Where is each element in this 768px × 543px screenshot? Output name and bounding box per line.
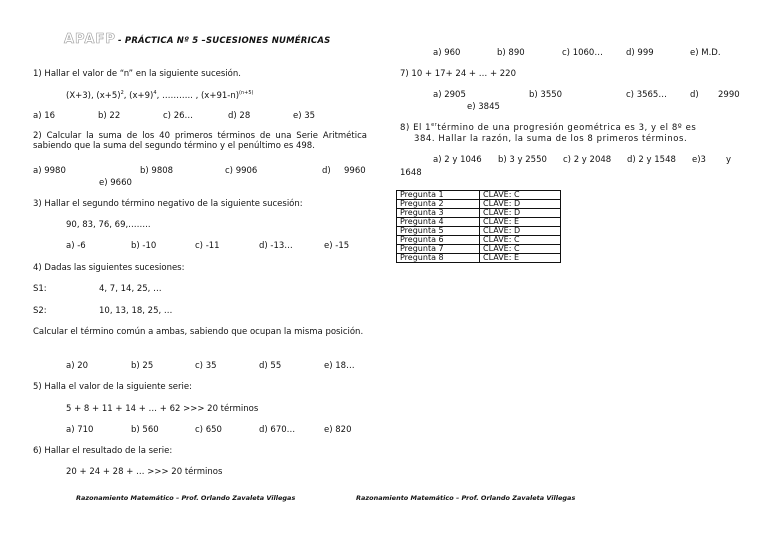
- q8-text: 8) El 1: [400, 123, 432, 133]
- option: d) 28: [228, 111, 251, 121]
- question-3-options: [66, 241, 349, 251]
- option: d) 999: [626, 48, 654, 58]
- question-1-options: [33, 111, 315, 121]
- option: b) 25: [131, 361, 154, 371]
- question-8-line2: 384. Hallar la razón, la suma de los 8 primeros términos.: [414, 134, 688, 144]
- question-3: 3) Hallar el segundo término negativo de la siguiente sucesión:: [33, 199, 303, 209]
- question-cell: Pregunta 2: [397, 200, 480, 209]
- option: e) M.D.: [690, 48, 721, 58]
- question-6-series: 20 + 24 + 28 + … >>> 20 términos: [66, 467, 223, 477]
- option: a) 9980: [33, 166, 66, 176]
- seq-part: (X+3), (x+5): [66, 91, 121, 101]
- option: e) 18…: [324, 361, 355, 371]
- seq-exponent: 2: [120, 90, 124, 96]
- option: b) -10: [131, 241, 157, 251]
- option: e) -15: [324, 241, 350, 251]
- key-cell: CLAVE: E: [480, 218, 561, 227]
- question-1-sequence: [66, 90, 254, 101]
- option: c) 1060…: [562, 48, 603, 58]
- option: d): [690, 90, 699, 100]
- option: a) 20: [66, 361, 89, 371]
- option: d) 55: [259, 361, 282, 371]
- question-2-option-e: e) 9660: [99, 178, 132, 188]
- answer-key-table: [396, 190, 561, 263]
- footer-left: Razonamiento Matemático – Prof. Orlando Zavaleta Villegas: [76, 494, 296, 502]
- key-cell: CLAVE: D: [480, 200, 561, 209]
- option: c) 35: [195, 361, 217, 371]
- s2-values: 10, 13, 18, 25, …: [99, 306, 173, 316]
- option: a) 2905: [433, 90, 466, 100]
- option: a) -6: [66, 241, 86, 251]
- logo: APAFP: [64, 32, 116, 47]
- footer-right: Razonamiento Matemático – Prof. Orlando Zavaleta Villegas: [356, 494, 576, 502]
- option: d) 670…: [259, 425, 296, 435]
- option: a) 16: [33, 111, 56, 121]
- option: e) 820: [324, 425, 352, 435]
- option: d) 2 y 1548: [627, 155, 676, 165]
- q8-text: término de una progresión geométrica es 3, y el 8º es: [437, 123, 697, 133]
- question-4-statement: Calcular el término común a ambas, sabiendo que ocupan la misma posición.: [33, 327, 364, 337]
- question-7: 7) 10 + 17+ 24 + … + 220: [400, 69, 516, 79]
- option: e)3: [692, 155, 706, 165]
- option: 9960: [344, 166, 366, 176]
- option: e) 35: [293, 111, 316, 121]
- option: c) -11: [195, 241, 220, 251]
- question-8: [400, 122, 696, 133]
- seq-exponent: (n+5): [239, 90, 254, 96]
- s1-label: S1:: [33, 284, 47, 294]
- key-cell: CLAVE: D: [480, 227, 561, 236]
- question-cell: Pregunta 1: [397, 191, 480, 200]
- question-1: 1) Hallar el valor de “n” en la siguiente sucesión.: [33, 69, 241, 79]
- key-cell: CLAVE: D: [480, 209, 561, 218]
- question-cell: Pregunta 5: [397, 227, 480, 236]
- question-4: 4) Dadas las siguientes sucesiones:: [33, 263, 185, 273]
- option: c) 2 y 2048: [563, 155, 612, 165]
- question-3-sequence: 90, 83, 76, 69,……..: [66, 220, 151, 230]
- option: a) 710: [66, 425, 94, 435]
- seq-part: , ……….. , (x+91-n): [156, 91, 240, 101]
- question-cell: Pregunta 6: [397, 236, 480, 245]
- question-cell: Pregunta 7: [397, 245, 480, 254]
- option: b) 3 y 2550: [498, 155, 547, 165]
- seq-exponent: 4: [153, 90, 157, 96]
- s1-values: 4, 7, 14, 25, …: [99, 284, 162, 294]
- question-7-option-e: e) 3845: [467, 102, 500, 112]
- question-5: 5) Halla el valor de la siguiente serie:: [33, 382, 192, 392]
- option: c) 650: [195, 425, 222, 435]
- key-cell: CLAVE: C: [480, 191, 561, 200]
- question-2: 2) Calcular la suma de los 40 primeros términos de una Serie Aritmética sabiendo que la suma del segundo término y el penúltimo es 498.: [33, 131, 367, 151]
- option: c) 3565…: [626, 90, 667, 100]
- question-cell: Pregunta 3: [397, 209, 480, 218]
- question-5-series: 5 + 8 + 11 + 14 + … + 62 >>> 20 términos: [66, 404, 259, 414]
- question-5-options: [66, 425, 351, 435]
- option: b) 9808: [140, 166, 174, 176]
- question-6: 6) Hallar el resultado de la serie:: [33, 446, 173, 456]
- option: a) 960: [433, 48, 461, 58]
- question-8-options: [433, 155, 731, 165]
- option: 2990: [718, 90, 740, 100]
- seq-part: , (x+9): [123, 91, 154, 101]
- q8-superscript: er: [431, 122, 438, 128]
- document-title: - PRÁCTICA Nº 5 –SUCESIONES NUMÉRICAS: [118, 36, 331, 46]
- option: b) 890: [497, 48, 525, 58]
- key-cell: CLAVE: C: [480, 245, 561, 254]
- option: a) 2 y 1046: [433, 155, 482, 165]
- question-4-options: [66, 361, 355, 371]
- option: b) 3550: [529, 90, 563, 100]
- question-6-options: [433, 48, 721, 58]
- key-cell: CLAVE: E: [480, 254, 561, 263]
- option: b) 560: [131, 425, 159, 435]
- option: c) 9906: [225, 166, 258, 176]
- question-2-options: [33, 166, 366, 176]
- question-7-options: [433, 90, 740, 100]
- key-cell: CLAVE: C: [480, 236, 561, 245]
- option: y: [726, 155, 732, 165]
- option: d): [322, 166, 331, 176]
- question-cell: Pregunta 8: [397, 254, 480, 263]
- option: b) 22: [98, 111, 121, 121]
- option: d) -13…: [259, 241, 293, 251]
- question-cell: Pregunta 4: [397, 218, 480, 227]
- table-row: [397, 254, 561, 263]
- s2-label: S2:: [33, 306, 47, 316]
- question-8-option-tail: 1648: [400, 168, 422, 178]
- option: c) 26…: [163, 111, 194, 121]
